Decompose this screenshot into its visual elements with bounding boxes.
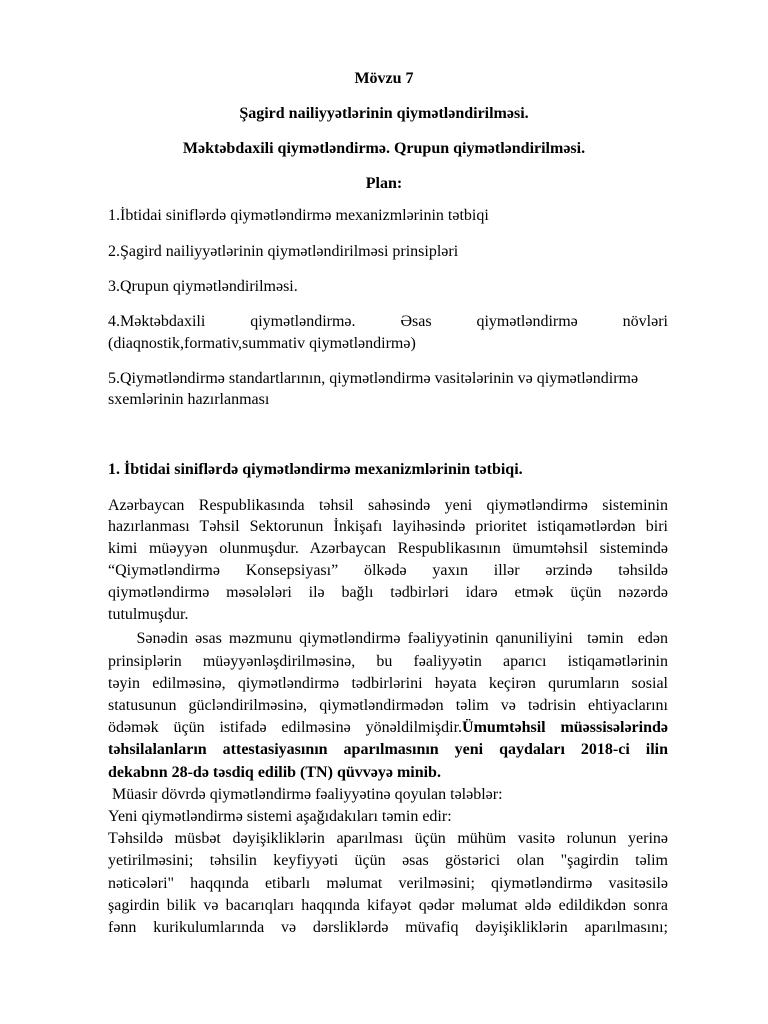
paragraph-bold-line: təhsilalanların attestasiyasının aparılmasının yeni qaydaları 2018-ci ilin — [108, 741, 668, 758]
paragraph-line: Sənədin əsas məzmunu qiymətləndirmə fəaliyyətinin qanuniliyini təmin edən — [108, 630, 668, 647]
plan-item-5-line-1: 5.Qiymətləndirmə standartlarının, qiymətləndirmə vasitələrinin və qiymətləndirmə — [108, 370, 639, 387]
paragraph-line: Təhsildə müsbət dəyişikliklərin aparılması üçün mühüm vasitə rolunun yerinə — [108, 830, 668, 847]
plan-item-4-line-1: 4.Məktəbdaxili qiymətləndirmə. Əsas qiymətləndirmə növləri — [108, 313, 668, 330]
paragraph-line: təyin edilməsinə, qiymətləndirmə tədbirlərini həyata keçirən qurumların sosial — [108, 675, 668, 692]
paragraph-line: şagirdin bilik və bacarıqları haqqında kifayət qədər məlumat əldə edildikdən sonra — [108, 897, 668, 914]
paragraph-line: fənn kurikulumlarında və dərsliklərdə müvafiq dəyişikliklərin aparılmasını; — [108, 919, 668, 936]
paragraph-line: Müasir dövrdə qiymətləndirmə fəaliyyətinə qoyulan tələblər: — [108, 786, 503, 803]
plan-item-5-line-2: sxemlərinin hazırlanması — [108, 391, 270, 408]
paragraph-line-mixed — [108, 719, 668, 737]
paragraph-line: tutulmuşdur. — [108, 606, 189, 623]
paragraph-line: yetirilməsini; təhsilin keyfiyyəti üçün əsas göstərici olan "şagirdin təlim — [108, 852, 668, 869]
paragraph-line: prinsiplərin müəyyənləşdirilməsinə, bu fəaliyyətin aparıcı istiqamətlərinin — [108, 653, 668, 670]
paragraph-line: hazırlanması Təhsil Sektorunun İnkişafı layihəsində prioritet istiqamətlərdən biri — [108, 518, 668, 535]
paragraph-line: statusunun gücləndirilməsinə, qiymətləndirmədən təlim və tədrisin ehtiyaclarını — [108, 697, 668, 714]
plan-label: Plan: — [365, 175, 403, 192]
page-subtitle: Məktəbdaxili qiymətləndirmə. Qrupun qiymətləndirilməsi. — [182, 140, 586, 157]
paragraph-line: kimi müəyyən olunmuşdur. Azərbaycan Respublikasının ümumtəhsil sistemində — [108, 540, 668, 557]
topic-heading: Mövzu 7 — [354, 70, 414, 87]
plan-item-1: 1.İbtidai siniflərdə qiymətləndirmə mexanizmlərinin tətbiqi — [108, 207, 489, 224]
paragraph-line: Yeni qiymətləndirmə sistemi aşağıdakıları təmin edir: — [108, 808, 452, 825]
plan-item-3: 3.Qrupun qiymətləndirilməsi. — [108, 278, 298, 295]
paragraph-line: qiymətləndirmə məsələləri ilə bağlı tədbirləri idarə etmək üçün nəzərdə — [108, 584, 668, 601]
paragraph-line: “Qiymətləndirmə Konsepsiyası” ölkədə yaxın illər ərzində təhsildə — [108, 562, 668, 579]
paragraph-text: ödəmək üçün istifadə edilməsinə yönəldilmişdir. — [108, 719, 463, 736]
section-1-heading: 1. İbtidai siniflərdə qiymətləndirmə mexanizmlərinin tətbiqi. — [108, 461, 523, 478]
paragraph-line: nəticələri" haqqında etibarlı məlumat verilməsini; qiymətləndirmə vasitəsilə — [108, 875, 668, 892]
paragraph-bold-text: Ümumtəhsil müəssisələrində — [462, 719, 668, 736]
paragraph-line: Azərbaycan Respublikasında təhsil sahəsində yeni qiymətləndirmə sisteminin — [108, 497, 668, 514]
plan-item-4-line-2: (diaqnostik,formativ,summativ qiymətləndirmə) — [108, 335, 416, 352]
plan-item-2: 2.Şagird nailiyyətlərinin qiymətləndirilməsi prinsipləri — [108, 243, 459, 260]
paragraph-bold-line: dekabnn 28-də təsdiq edilib (TN) qüvvəyə minib. — [108, 764, 441, 781]
page-title: Şagird nailiyyətlərinin qiymətləndirilməsi. — [239, 105, 529, 122]
